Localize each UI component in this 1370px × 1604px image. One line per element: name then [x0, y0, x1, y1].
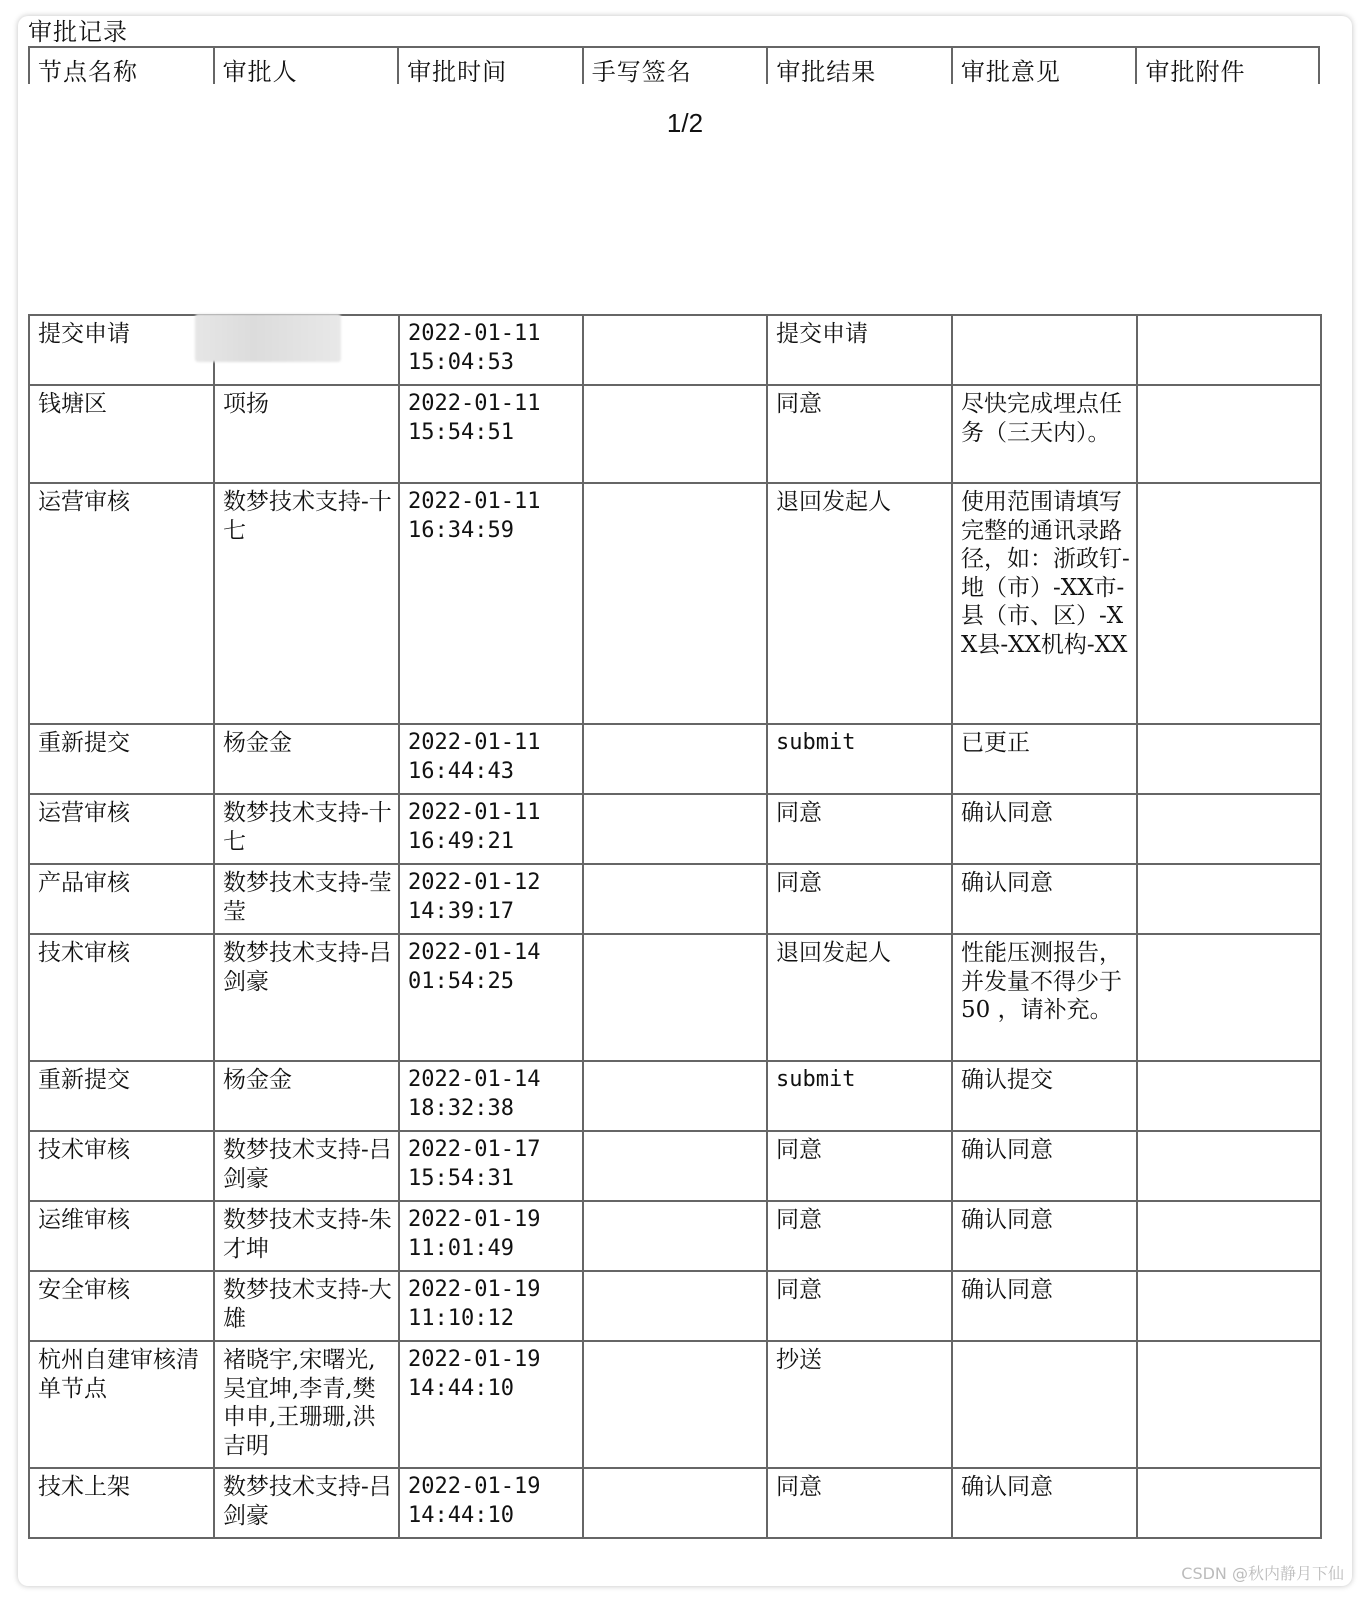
cell-signature	[583, 385, 767, 483]
cell-opinion: 确认同意	[952, 794, 1137, 864]
cell-result: 同意	[767, 794, 952, 864]
cell-time: 2022-01-11 16:44:43	[399, 724, 583, 794]
table-row	[29, 1271, 1321, 1341]
table-row	[29, 1468, 1321, 1538]
cell-time: 2022-01-14 01:54:25	[399, 934, 583, 1061]
cell-node: 产品审核	[29, 864, 214, 934]
cell-opinion: 已更正	[952, 724, 1137, 794]
cell-approver: 褚晓宇,宋曙光,吴宜坤,李青,樊申申,王珊珊,洪吉明	[214, 1341, 399, 1468]
cell-approver: 数梦技术支持-十七	[214, 794, 399, 864]
cell-result: 提交申请	[767, 315, 952, 385]
cell-node: 运维审核	[29, 1201, 214, 1271]
cell-node: 重新提交	[29, 1061, 214, 1131]
table-row	[29, 1341, 1321, 1468]
table-row	[29, 934, 1321, 1061]
cell-attachment	[1137, 1468, 1321, 1538]
cell-signature	[583, 724, 767, 794]
cell-approver: 数梦技术支持-朱才坤	[214, 1201, 399, 1271]
cell-approver: 杨金金	[214, 724, 399, 794]
cell-approver: 数梦技术支持-吕剑豪	[214, 1468, 399, 1538]
cell-result: 同意	[767, 385, 952, 483]
cell-attachment	[1137, 385, 1321, 483]
column-header-node: 节点名称	[28, 48, 213, 84]
cell-time: 2022-01-19 14:44:10	[399, 1468, 583, 1538]
document-page	[18, 16, 1352, 1586]
cell-time: 2022-01-19 11:01:49	[399, 1201, 583, 1271]
cell-result: 同意	[767, 864, 952, 934]
records-table-container	[28, 314, 1322, 1539]
table-row	[29, 1131, 1321, 1201]
cell-result: 同意	[767, 1271, 952, 1341]
cell-signature	[583, 483, 767, 724]
cell-opinion	[952, 1341, 1137, 1468]
cell-opinion: 尽快完成埋点任务（三天内）。	[952, 385, 1137, 483]
cell-node: 运营审核	[29, 483, 214, 724]
cell-signature	[583, 1201, 767, 1271]
cell-signature	[583, 934, 767, 1061]
cell-attachment	[1137, 724, 1321, 794]
cell-attachment	[1137, 794, 1321, 864]
cell-approver: 项扬	[214, 385, 399, 483]
cell-node: 杭州自建审核清单节点	[29, 1341, 214, 1468]
cell-time: 2022-01-11 16:34:59	[399, 483, 583, 724]
cell-attachment	[1137, 864, 1321, 934]
cell-approver: 杨金金	[214, 1061, 399, 1131]
table-row	[29, 864, 1321, 934]
cell-approver: 数梦技术支持-吕剑豪	[214, 1131, 399, 1201]
cell-result: 同意	[767, 1131, 952, 1201]
table-row	[29, 1201, 1321, 1271]
cell-node: 提交申请	[29, 315, 214, 385]
cell-approver: 数梦技术支持-莹莹	[214, 864, 399, 934]
cell-attachment	[1137, 1341, 1321, 1468]
column-header-time: 审批时间	[397, 48, 582, 84]
cell-time: 2022-01-12 14:39:17	[399, 864, 583, 934]
cell-opinion: 确认同意	[952, 864, 1137, 934]
cell-signature	[583, 794, 767, 864]
cell-time: 2022-01-11 15:54:51	[399, 385, 583, 483]
column-header-result: 审批结果	[766, 48, 951, 84]
cell-signature	[583, 1271, 767, 1341]
watermark: CSDN @秋内静月下仙	[1181, 1564, 1344, 1583]
table-row	[29, 794, 1321, 864]
cell-node: 重新提交	[29, 724, 214, 794]
cell-node: 技术审核	[29, 1131, 214, 1201]
cell-time: 2022-01-11 16:49:21	[399, 794, 583, 864]
cell-opinion: 确认提交	[952, 1061, 1137, 1131]
table-row	[29, 483, 1321, 724]
cell-node: 运营审核	[29, 794, 214, 864]
cell-opinion: 确认同意	[952, 1201, 1137, 1271]
approval-records-table	[28, 314, 1322, 1539]
cell-signature	[583, 1341, 767, 1468]
column-header-attachment: 审批附件	[1135, 48, 1320, 84]
cell-node: 安全审核	[29, 1271, 214, 1341]
table-row	[29, 1061, 1321, 1131]
cell-opinion	[952, 315, 1137, 385]
table-row	[29, 385, 1321, 483]
cell-result: 退回发起人	[767, 934, 952, 1061]
cell-attachment	[1137, 1061, 1321, 1131]
cell-opinion: 性能压测报告，并发量不得少于50 ，请补充。	[952, 934, 1137, 1061]
cell-opinion: 使用范围请填写完整的通讯录路径，如：浙政钉-地（市）-XX市-县（市、区）-XX县-XX机构-XX	[952, 483, 1137, 724]
cell-attachment	[1137, 1131, 1321, 1201]
document-title: 审批记录	[28, 18, 128, 46]
cell-result: submit	[767, 1061, 952, 1131]
cell-time: 2022-01-14 18:32:38	[399, 1061, 583, 1131]
column-header-row	[28, 46, 1320, 84]
column-header-approver: 审批人	[213, 48, 398, 84]
cell-approver: 数梦技术支持-大雄	[214, 1271, 399, 1341]
cell-signature	[583, 864, 767, 934]
redacted-approver	[195, 314, 341, 362]
cell-opinion: 确认同意	[952, 1271, 1137, 1341]
cell-signature	[583, 1061, 767, 1131]
cell-attachment	[1137, 934, 1321, 1061]
page-indicator: 1/2	[666, 108, 704, 138]
cell-time: 2022-01-19 11:10:12	[399, 1271, 583, 1341]
cell-result: 同意	[767, 1468, 952, 1538]
cell-signature	[583, 315, 767, 385]
cell-node: 技术审核	[29, 934, 214, 1061]
cell-approver: 数梦技术支持-十七	[214, 483, 399, 724]
cell-attachment	[1137, 315, 1321, 385]
cell-node: 技术上架	[29, 1468, 214, 1538]
cell-opinion: 确认同意	[952, 1131, 1137, 1201]
column-header-signature: 手写签名	[582, 48, 767, 84]
cell-approver	[214, 315, 399, 385]
cell-result: 同意	[767, 1201, 952, 1271]
cell-approver: 数梦技术支持-吕剑豪	[214, 934, 399, 1061]
cell-signature	[583, 1468, 767, 1538]
cell-attachment	[1137, 1271, 1321, 1341]
cell-result: 抄送	[767, 1341, 952, 1468]
table-row	[29, 315, 1321, 385]
cell-time: 2022-01-17 15:54:31	[399, 1131, 583, 1201]
cell-signature	[583, 1131, 767, 1201]
cell-attachment	[1137, 1201, 1321, 1271]
column-header-opinion: 审批意见	[951, 48, 1136, 84]
table-row	[29, 724, 1321, 794]
cell-result: submit	[767, 724, 952, 794]
cell-attachment	[1137, 483, 1321, 724]
cell-node: 钱塘区	[29, 385, 214, 483]
cell-time: 2022-01-11 15:04:53	[399, 315, 583, 385]
cell-opinion: 确认同意	[952, 1468, 1137, 1538]
cell-time: 2022-01-19 14:44:10	[399, 1341, 583, 1468]
cell-result: 退回发起人	[767, 483, 952, 724]
